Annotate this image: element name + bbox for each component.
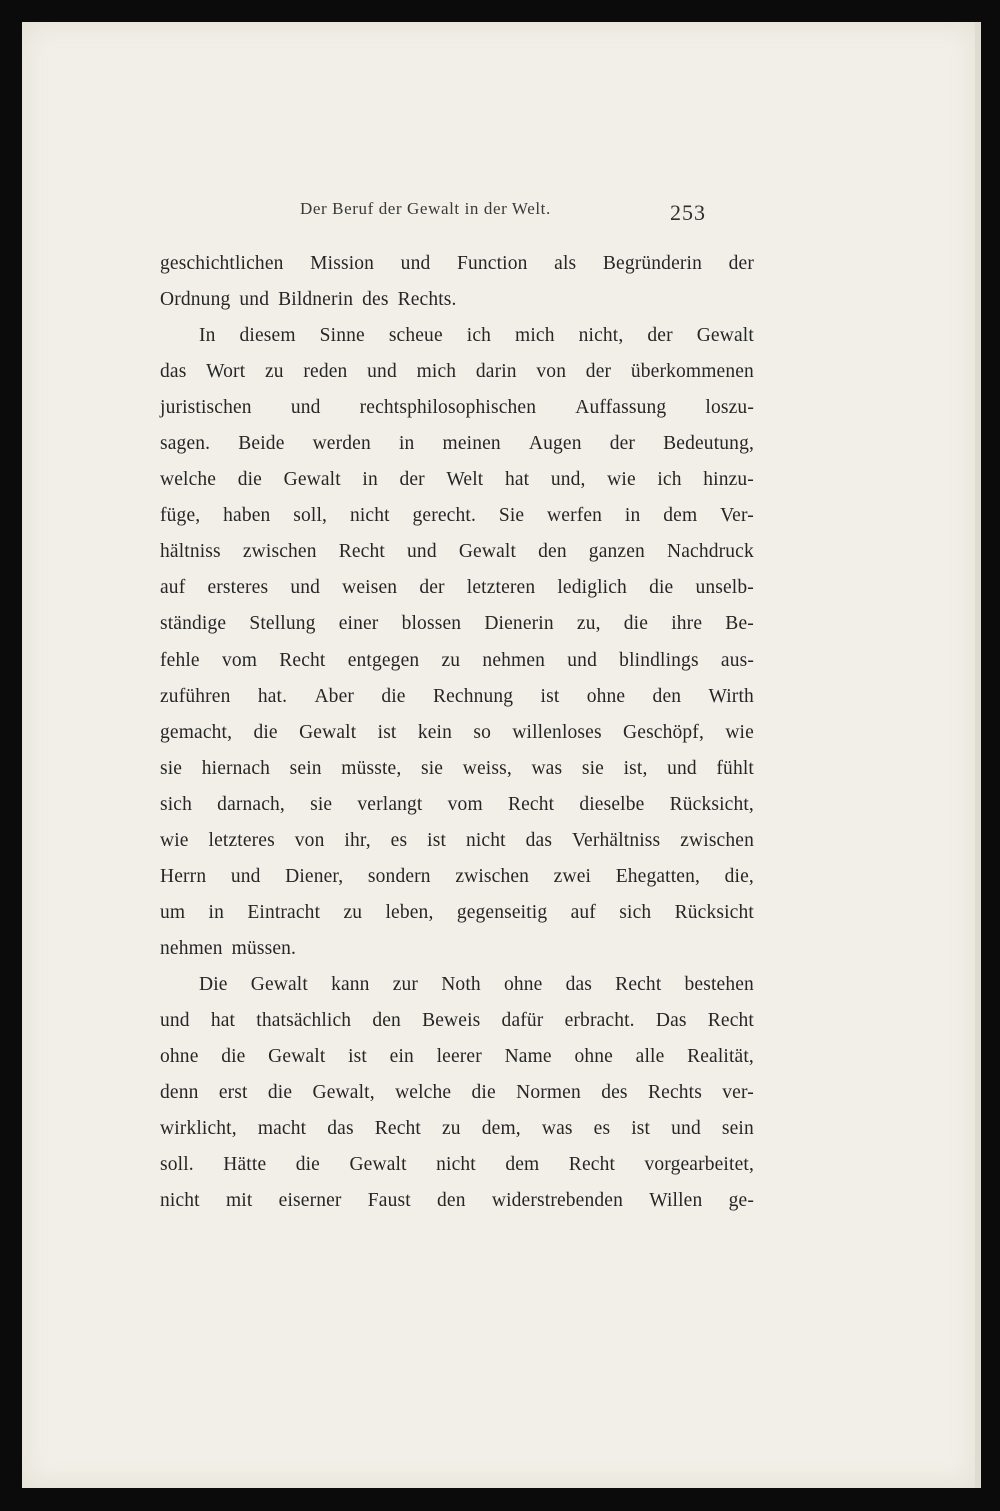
word: die — [267, 1082, 293, 1104]
word: zwischen — [242, 541, 317, 563]
text-line — [160, 679, 754, 715]
word: Gewalt, — [312, 1082, 375, 1104]
word: zwei — [553, 865, 592, 887]
word: Noth — [441, 973, 481, 995]
word: Augen — [528, 433, 582, 455]
word: der — [647, 325, 673, 347]
word: überkommenen — [630, 361, 754, 383]
word: was — [531, 757, 563, 779]
text-line — [160, 1183, 754, 1219]
word: Rechts. — [397, 289, 457, 311]
word: rechtsphilosophischen — [359, 397, 537, 419]
word: sie — [421, 757, 444, 779]
word: reden — [303, 361, 348, 383]
word: widerstrebenden — [491, 1190, 623, 1212]
word: blossen — [401, 613, 462, 635]
word: die, — [724, 865, 754, 887]
word: mit — [225, 1190, 253, 1212]
word: ist — [377, 721, 397, 743]
word: des — [601, 1082, 628, 1104]
word: leerer — [436, 1046, 482, 1068]
word: werfen — [547, 505, 603, 527]
word: denn — [160, 1082, 199, 1104]
word: Ordnung — [160, 289, 231, 311]
word: den — [652, 685, 682, 707]
word: alle — [635, 1046, 665, 1068]
word: den — [437, 1190, 466, 1212]
word: Hätte — [223, 1154, 267, 1176]
word: ist — [631, 1118, 651, 1140]
word: Realität, — [687, 1046, 754, 1068]
word: Verhältniss — [571, 829, 661, 851]
word: Recht — [374, 1118, 421, 1140]
page-number: 253 — [670, 200, 706, 225]
text-line — [160, 282, 754, 318]
word: Welt — [446, 469, 484, 491]
word: auf — [570, 901, 596, 923]
word: Faust — [367, 1190, 411, 1212]
text-line — [160, 967, 754, 1003]
word: das — [565, 973, 593, 995]
word: Gewalt — [458, 541, 517, 563]
word: darnach, — [217, 793, 285, 815]
page-edge — [975, 22, 981, 1488]
text-line — [160, 895, 754, 931]
word: das — [327, 1118, 354, 1140]
word: letzteres — [208, 829, 275, 851]
word: die — [649, 577, 674, 599]
word: weisen — [342, 577, 398, 599]
word: ist — [427, 829, 447, 851]
word: ver- — [722, 1082, 754, 1104]
word: Die — [199, 973, 228, 995]
word: willenloses — [512, 721, 602, 743]
word: Sie — [498, 505, 525, 527]
word: Rücksicht, — [669, 793, 754, 815]
word: haben — [223, 505, 271, 527]
word: Gewalt — [250, 973, 308, 995]
word: von — [536, 361, 567, 383]
word: zwischen — [455, 865, 530, 887]
word: gerecht. — [412, 505, 476, 527]
word: Herrn — [160, 865, 207, 887]
word: fehle — [160, 649, 200, 671]
word: in — [362, 469, 378, 491]
word: gegenseitig — [456, 901, 548, 923]
word: ge- — [728, 1190, 754, 1212]
word: nicht — [160, 1190, 200, 1212]
word: sein — [289, 757, 322, 779]
word: nicht — [465, 829, 506, 851]
word: Recht — [338, 541, 385, 563]
word: In — [199, 325, 216, 347]
text-line — [160, 1039, 754, 1075]
word: und — [400, 253, 431, 274]
word: Sinne — [319, 325, 365, 347]
word: vom — [447, 793, 483, 815]
word: Wirth — [708, 685, 754, 707]
word: wie — [160, 829, 189, 851]
text-line — [160, 1075, 754, 1111]
word: der — [609, 433, 636, 455]
word: juristischen — [160, 397, 252, 419]
text-line — [160, 462, 754, 498]
word: Ehegatten, — [615, 865, 701, 887]
word: und — [290, 577, 321, 599]
word: Gewalt — [268, 1046, 326, 1068]
word: Recht — [507, 793, 555, 815]
word: Begründerin — [602, 253, 702, 274]
word: und, — [550, 469, 586, 491]
word: welche — [160, 469, 217, 491]
word: und — [671, 1118, 701, 1140]
word: ist — [540, 685, 560, 707]
word: den — [538, 541, 567, 563]
word: und — [290, 397, 321, 419]
text-line — [160, 498, 754, 534]
word: um — [160, 901, 186, 923]
word: Name — [504, 1046, 552, 1068]
word: müsste, — [341, 757, 402, 779]
word: weiss, — [462, 757, 512, 779]
word: diesem — [239, 325, 296, 347]
word: Diener, — [285, 865, 344, 887]
word: Eintracht — [247, 901, 321, 923]
word: ihre — [671, 613, 703, 635]
word: hinzu- — [703, 469, 754, 491]
word: nehmen — [482, 649, 546, 671]
word: Dienerin — [484, 613, 554, 635]
word: ohne — [160, 1046, 199, 1068]
word: die — [221, 1046, 246, 1068]
word: geschichtlichen — [160, 253, 284, 274]
word: und — [407, 541, 437, 563]
word: Rechnung — [432, 685, 514, 707]
word: darin — [475, 361, 517, 383]
word: Wort — [206, 361, 246, 383]
word: wie — [725, 721, 754, 743]
body-text — [160, 246, 754, 1219]
word: zu — [442, 1118, 461, 1140]
word: Auffassung — [575, 397, 667, 419]
text-line — [160, 390, 754, 426]
text-line — [160, 606, 754, 642]
word: Gewalt — [696, 325, 754, 347]
word: ohne — [586, 685, 626, 707]
word: soll, — [293, 505, 328, 527]
word: loszu- — [705, 397, 754, 419]
word: hiernach — [201, 757, 271, 779]
word: bestehen — [684, 973, 754, 995]
text-line — [160, 787, 754, 823]
word: dem — [663, 505, 698, 527]
word: Willen — [649, 1190, 703, 1212]
text-line — [160, 246, 754, 282]
word: es — [593, 1118, 611, 1140]
word: so — [473, 721, 491, 743]
book-page — [22, 22, 981, 1488]
word: und — [667, 757, 697, 779]
word: ich — [466, 325, 492, 347]
word: sie — [160, 757, 183, 779]
word: Function — [456, 253, 528, 274]
word: Gewalt — [299, 721, 357, 743]
word: sie — [310, 793, 333, 815]
word: kann — [331, 973, 370, 995]
word: Beide — [238, 433, 285, 455]
word: Be- — [725, 613, 754, 635]
word: vom — [221, 649, 258, 671]
word: der — [585, 361, 612, 383]
word: ich — [657, 469, 682, 491]
text-line — [160, 823, 754, 859]
text-line — [160, 426, 754, 462]
word: nehmen — [160, 937, 223, 959]
word: die — [253, 721, 278, 743]
word: aus- — [720, 649, 754, 671]
text-line — [160, 931, 754, 967]
text-line — [160, 1003, 754, 1039]
word: der — [419, 577, 445, 599]
word: entgegen — [347, 649, 420, 671]
word: dafür — [501, 1009, 544, 1031]
word: und — [567, 649, 597, 671]
word: soll. — [160, 1154, 194, 1176]
word: sich — [619, 901, 652, 923]
word: ein — [389, 1046, 414, 1068]
text-line — [160, 534, 754, 570]
text-line — [160, 318, 754, 354]
word: ihr, — [344, 829, 371, 851]
word: ist — [348, 1046, 367, 1068]
word: nicht, — [578, 325, 624, 347]
word: nicht — [349, 505, 390, 527]
word: als — [554, 253, 577, 274]
word: zu — [264, 361, 284, 383]
word: in — [624, 505, 641, 527]
word: leben, — [385, 901, 434, 923]
word: Geschöpf, — [623, 721, 704, 743]
word: zu — [343, 901, 363, 923]
word: zwischen — [680, 829, 754, 851]
word: Gewalt — [283, 469, 341, 491]
running-head: Der Beruf der Gewalt in der Welt. — [300, 199, 551, 218]
word: letzteren — [466, 577, 536, 599]
word: gemacht, — [160, 721, 233, 743]
word: Rücksicht — [674, 901, 754, 923]
word: Mission — [310, 253, 375, 274]
word: von — [294, 829, 325, 851]
word: Gewalt — [349, 1154, 407, 1176]
word: zuführen — [160, 685, 231, 707]
word: einer — [338, 613, 379, 635]
word: mich — [416, 361, 457, 383]
word: Normen — [516, 1082, 581, 1104]
word: scheue — [388, 325, 443, 347]
word: sie — [581, 757, 604, 779]
text-line — [160, 1147, 754, 1183]
word: Recht — [707, 1009, 754, 1031]
word: macht — [257, 1118, 307, 1140]
word: Recht — [568, 1154, 616, 1176]
word: kein — [417, 721, 453, 743]
word: des — [362, 289, 389, 311]
word: hat. — [257, 685, 288, 707]
word: welche — [395, 1082, 452, 1104]
word: ohne — [574, 1046, 613, 1068]
text-line — [160, 354, 754, 390]
word: verlangt — [357, 793, 423, 815]
text-line — [160, 751, 754, 787]
word: thatsächlich — [256, 1009, 352, 1031]
word: ersteres — [207, 577, 269, 599]
word: ist, — [623, 757, 648, 779]
word: ständige — [160, 613, 227, 635]
word: die — [295, 1154, 320, 1176]
word: und — [367, 361, 397, 383]
word: dieselbe — [579, 793, 645, 815]
word: den — [372, 1009, 401, 1031]
word: blindlings — [619, 649, 699, 671]
word: es — [390, 829, 408, 851]
word: füge, — [160, 505, 201, 527]
word: hältniss — [160, 541, 221, 563]
word: dem, — [481, 1118, 521, 1140]
word: unselb- — [695, 577, 754, 599]
word: mich — [515, 325, 555, 347]
word: was — [541, 1118, 573, 1140]
word: die — [623, 613, 649, 635]
word: die — [471, 1082, 496, 1104]
word: eiserner — [278, 1190, 342, 1212]
word: ohne — [503, 973, 543, 995]
word: Bildnerin — [278, 289, 354, 311]
word: in — [208, 901, 224, 923]
word: erbracht. — [564, 1009, 635, 1031]
word: sein — [721, 1118, 754, 1140]
text-line — [160, 643, 754, 679]
word: zur — [392, 973, 419, 995]
word: sondern — [367, 865, 431, 887]
text-line — [160, 570, 754, 606]
word: die — [381, 685, 406, 707]
word: der — [728, 253, 754, 274]
word: Rechts — [647, 1082, 702, 1104]
word: Beweis — [422, 1009, 481, 1031]
text-line — [160, 1111, 754, 1147]
word: wirklicht, — [160, 1118, 237, 1140]
word: das — [525, 829, 553, 851]
word: hat — [210, 1009, 236, 1031]
word: der — [399, 469, 425, 491]
word: Nachdruck — [667, 541, 754, 563]
word: Recht — [279, 649, 326, 671]
word: und — [230, 865, 261, 887]
word: dem — [505, 1154, 540, 1176]
word: und — [239, 289, 270, 311]
word: nicht — [436, 1154, 476, 1176]
word: meinen — [442, 433, 501, 455]
word: fühlt — [716, 757, 754, 779]
word: erst — [218, 1082, 248, 1104]
word: zu — [441, 649, 461, 671]
word: Aber — [314, 685, 355, 707]
word: Das — [655, 1009, 687, 1031]
word: Stellung — [249, 613, 316, 635]
word: werden — [312, 433, 371, 455]
word: die — [237, 469, 262, 491]
word: Ver- — [720, 505, 754, 527]
word: hat — [504, 469, 530, 491]
word: ganzen — [588, 541, 645, 563]
word: das — [160, 361, 187, 383]
word: wie — [607, 469, 636, 491]
word: vorgearbeitet, — [644, 1154, 754, 1176]
word: Recht — [615, 973, 662, 995]
word: müssen. — [231, 937, 297, 959]
word: lediglich — [557, 577, 627, 599]
word: sagen. — [160, 433, 211, 455]
word: auf — [160, 577, 186, 599]
word: und — [160, 1009, 190, 1031]
word: Bedeutung, — [663, 433, 754, 455]
text-line — [160, 859, 754, 895]
word: sich — [160, 793, 193, 815]
word: zu, — [576, 613, 601, 635]
text-line — [160, 715, 754, 751]
word: in — [398, 433, 415, 455]
